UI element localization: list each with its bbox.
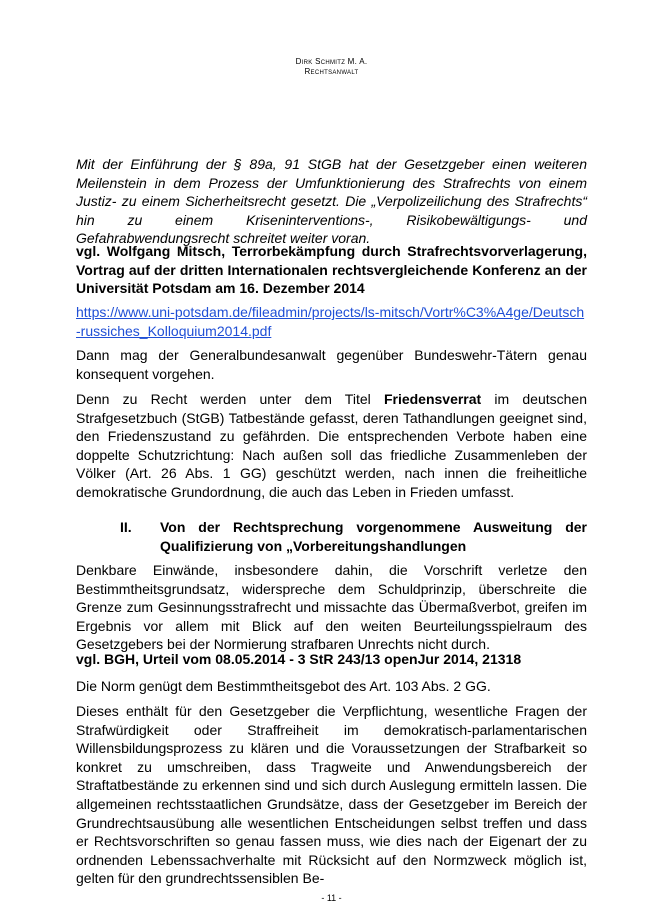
paragraph-text-after: im deutschen Strafgesetzbuch (StGB) Tatbestände gefasst, deren Tathandlungen geeignet sind, den Friedenszustand zu gefährden. Die entsprechenden Verbote haben eine doppelte Schutzrichtung: Nach außen soll das friedliche Zusammenleben der Völker (Art. 26 Abs. 1 GG) geschützt werden, nach innen die freiheitliche demokratische Grundordnung, die auch das Leben in Frieden umfasst. xyxy=(76,391,587,500)
author-name: Dirk Schmitz M. A. xyxy=(295,57,368,66)
source-link[interactable]: https://www.uni-potsdam.de/fileadmin/projects/ls-mitsch/Vortr%C3%A4ge/Deutsch-russiches_Kolloquium2014.pdf xyxy=(76,304,585,339)
citation-mitsch: vgl. Wolfgang Mitsch, Terrorbekämpfung durch Strafrechtsvorverlagerung, Vortrag auf der dritten Internationalen rechtsvergleichende Konferenz an der Universität Potsdam am 16. Dezember 2014 xyxy=(76,243,587,297)
paragraph-einwaende: Denkbare Einwände, insbesondere dahin, die Vorschrift verletze den Bestimmtheitsgrundsatz, widerspreche dem Schuldprinzip, überschreite die Grenze zum Gesinnungsstrafrecht und missachte das Übermaßverbot, greifen im Ergebnis vor allem mit Blick auf den weiten Beurteilungsspielraum des Gesetzgebers bei der Normierung strafbaren Unrechts nicht durch. xyxy=(76,562,587,653)
author-title: Rechtsanwalt xyxy=(304,67,359,76)
paragraph-generalbundesanwalt: Dann mag der Generalbundesanwalt gegenüber Bundeswehr-Tätern genau konsequent vorgehen. xyxy=(76,347,587,382)
section-title: Von der Rechtsprechung vorgenommene Ausweitung der Qualifizierung von „Vorbereitungshandlungen xyxy=(160,519,587,554)
citation-bgh: vgl. BGH, Urteil vom 08.05.2014 - 3 StR 243/13 openJur 2014, 21318 xyxy=(76,651,522,667)
paragraph-text-before: Denn zu Recht werden unter dem Titel xyxy=(76,391,384,407)
section-number: II. xyxy=(120,519,132,535)
paragraph-friedensverrat xyxy=(76,390,587,502)
letterhead xyxy=(0,57,663,77)
paragraph-verpflichtung: Dieses enthält für den Gesetzgeber die Verpflichtung, wesentliche Fragen der Strafwürdigkeit oder Straffreiheit im demokratisch-parlamentarischen Willensbildungsprozess zu klären und die Voraussetzungen der Strafbarkeit so konkret zu umschreiben, dass Tragweite und Anwendungsbereich der Straftatbestände zu erkennen sind und sich durch Auslegung ermitteln lassen. Die allgemeinen rechtsstaatlichen Grundsätze, dass der Gesetzgeber im Bereich der Grundrechtsausübung alle wesentlichen Entscheidungen selbst treffen und dass er Rechtsvorschriften so genau fassen muss, wie dies nach der Eigenart der zu ordnenden Lebenssachverhalte mit Rücksicht auf den Normzweck möglich ist, gelten für den grundrechtssensiblen Be- xyxy=(76,703,587,887)
page-number: - 11 - xyxy=(321,893,342,903)
friedensverrat-term: Friedensverrat xyxy=(383,391,482,407)
quote-paragraph: Mit der Einführung der § 89a, 91 StGB hat der Gesetzgeber einen weiteren Meilenstein in dem Prozess der Umfunktionierung des Strafrechts von einem Justiz- zu einem Sicherheitsrecht gesetzt. Die „Verpolizeilichung des Strafrechts“ hin zu einem Kriseninterventions-, Risikobewältigungs- und Gefahrabwendungsrecht schreitet weiter voran. xyxy=(76,156,587,247)
paragraph-bestimmtheitsgebot: Die Norm genügt dem Bestimmtheitsgebot des Art. 103 Abs. 2 GG. xyxy=(76,678,491,694)
section-heading xyxy=(120,518,587,555)
